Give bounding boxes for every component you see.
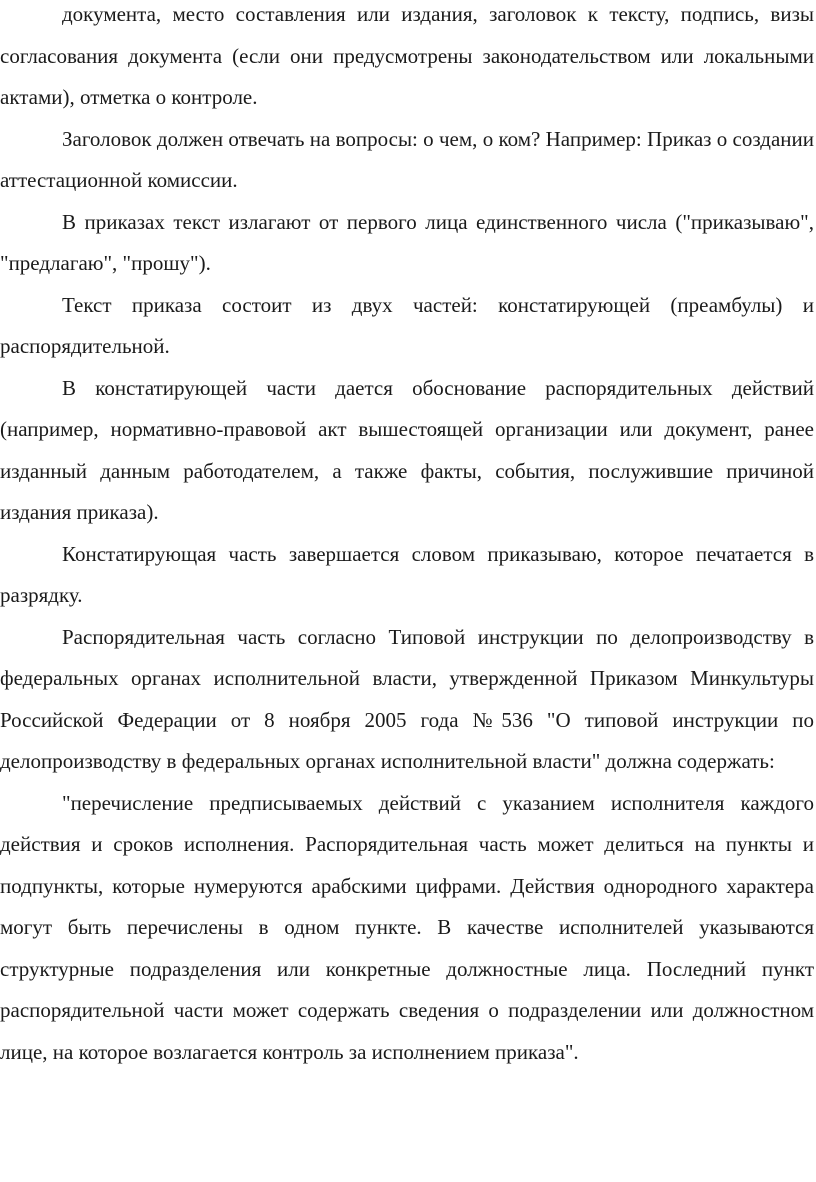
paragraph-stating-ending: Констатирующая часть завершается словом приказываю, которое печатается в разрядку. xyxy=(0,541,814,607)
paragraph-stating-part: В констатирующей части дается обоснование распорядительных действий (например, нормативно-правовой акт вышестоящей организации или документ, ранее изданный данным работодателем, а также факты, события, послужившие причиной издания приказа). xyxy=(0,375,814,524)
paragraph-continuation: документа, место составления или издания, заголовок к тексту, подпись, визы согласования документа (если они предусмотрены законодательством или локальными актами), отметка о контроле. xyxy=(0,2,814,109)
paragraph-heading-rule: Заголовок должен отвечать на вопросы: о чем, о ком? Например: Приказ о создании аттестационной комиссии. xyxy=(0,126,814,192)
paragraph-first-person: В приказах текст излагают от первого лица единственного числа ("приказываю", "предлагаю", "прошу"). xyxy=(0,209,814,275)
paragraph-two-parts: Текст приказа состоит из двух частей: констатирующей (преамбулы) и распорядительной. xyxy=(0,292,814,358)
paragraph-directive-part: Распорядительная часть согласно Типовой инструкции по делопроизводству в федеральных органах исполнительной власти, утвержденной Приказом Минкультуры Российской Федерации от 8 ноября 2005 года №536 "О типовой инструкции по делопроизводству в федеральных органах исполнительной власти" должна содержать: xyxy=(0,624,814,773)
paragraph-quote: "перечисление предписываемых действий с указанием исполнителя каждого действия и сроков исполнения. Распорядительная часть может делиться на пункты и подпункты, которые нумеруются арабскими цифрами. Действия однородного характера могут быть перечислены в одном пункте. В качестве исполнителей указываются структурные подразделения или конкретные должностные лица. Последний пункт распорядительной части может содержать сведения о подразделении или должностном лице, на которое возлагается контроль за исполнением приказа". xyxy=(0,790,814,1064)
